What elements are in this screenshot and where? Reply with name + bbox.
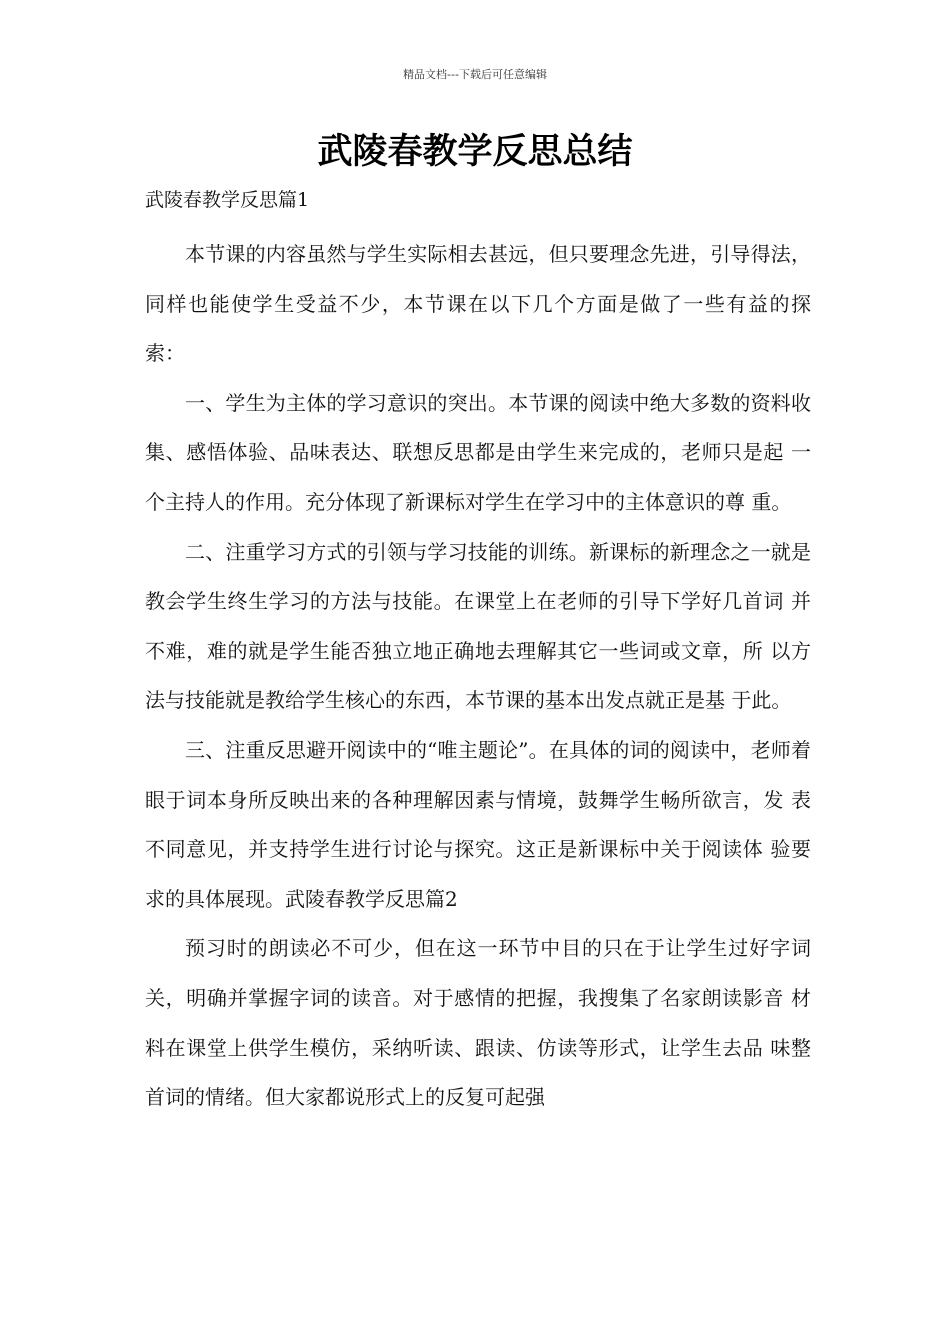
paragraph: 本节课的内容虽然与学生实际相去甚远，但只要理念先进，引导得法， 同样也能使学生受益不少，本节课在以下几个方面是做了一些有益的探 索： [145, 242, 811, 366]
paragraph: 预习时的朗读必不可少，但在这一环节中目的只在于让学生过好字词 关，明确并掌握字词的读音。对于感情的把握，我搜集了名家朗读影音 材料在课堂上供学生模仿，采纳听读、跟读、仿读等形式，让学生去品 味整首词的情绪。但大家都说形式上的反复可起强 [145, 936, 811, 1110]
document-body [145, 230, 811, 1123]
paragraph: 二、注重学习方式的引领与学习技能的训练。新课标的新理念之一就是 教会学生终生学习的方法与技能。在课堂上在老师的引导下学好几首词 并不难，难的就是学生能否独立地正确地去理解其它一些词或文章，所 以方法与技能就是教给学生核心的东西，本节课的基本出发点就正是基 于此。 [145, 539, 811, 713]
paragraph: 一、学生为主体的学习意识的突出。本节课的阅读中绝大多数的资料收 集、感悟体验、品味表达、联想反思都是由学生来完成的，老师只是起 一个主持人的作用。充分体现了新课标对学生在学习中的主体意识的尊 重。 [145, 390, 811, 514]
document-header-note: 精品文档---下载后可任意编辑 [403, 68, 547, 81]
paragraph: 三、注重反思避开阅读中的“唯主题论”。在具体的词的阅读中，老师着 眼于词本身所反映出来的各种理解因素与情境，鼓舞学生畅所欲言，发 表不同意见，并支持学生进行讨论与探究。这正是新课标中关于阅读体 验要求的具体展现。武陵春教学反思篇2 [145, 737, 811, 911]
section-heading: 武陵春教学反思篇1 [145, 189, 310, 211]
document-title: 武陵春教学反思总结 [317, 131, 633, 172]
